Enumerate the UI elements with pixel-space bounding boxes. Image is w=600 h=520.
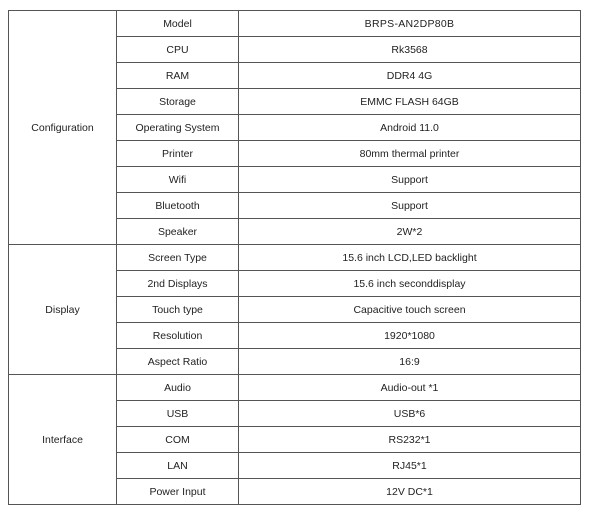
spec-label: Aspect Ratio (117, 349, 239, 375)
spec-value: Android 11.0 (239, 115, 581, 141)
spec-label: CPU (117, 37, 239, 63)
table-row (9, 375, 581, 401)
spec-value-model: BRPS-AN2DP80B (239, 11, 581, 37)
spec-label: Storage (117, 89, 239, 115)
group-configuration: Configuration (9, 11, 117, 245)
spec-label: Resolution (117, 323, 239, 349)
spec-value: Rk3568 (239, 37, 581, 63)
spec-value: RJ45*1 (239, 453, 581, 479)
spec-label: LAN (117, 453, 239, 479)
spec-value: 80mm thermal printer (239, 141, 581, 167)
spec-label: USB (117, 401, 239, 427)
spec-label: Operating System (117, 115, 239, 141)
spec-value: 16:9 (239, 349, 581, 375)
spec-label: Screen Type (117, 245, 239, 271)
spec-label: Wifi (117, 167, 239, 193)
spec-label: Printer (117, 141, 239, 167)
spec-label: Speaker (117, 219, 239, 245)
spec-value: 12V DC*1 (239, 479, 581, 505)
spec-value: Support (239, 167, 581, 193)
spec-value: Capacitive touch screen (239, 297, 581, 323)
spec-label: Power Input (117, 479, 239, 505)
spec-value: DDR4 4G (239, 63, 581, 89)
spec-value: 15.6 inch LCD,LED backlight (239, 245, 581, 271)
spec-value: 1920*1080 (239, 323, 581, 349)
spec-value: Support (239, 193, 581, 219)
table-row (9, 245, 581, 271)
spec-table (8, 10, 581, 505)
spec-label: COM (117, 427, 239, 453)
spec-value: RS232*1 (239, 427, 581, 453)
spec-label: Audio (117, 375, 239, 401)
spec-label: Model (117, 11, 239, 37)
spec-value: Audio-out *1 (239, 375, 581, 401)
spec-value: EMMC FLASH 64GB (239, 89, 581, 115)
group-interface: Interface (9, 375, 117, 505)
spec-value: 2W*2 (239, 219, 581, 245)
spec-value: USB*6 (239, 401, 581, 427)
spec-label: 2nd Displays (117, 271, 239, 297)
spec-label: RAM (117, 63, 239, 89)
spec-label: Bluetooth (117, 193, 239, 219)
table-row (9, 11, 581, 37)
spec-value: 15.6 inch seconddisplay (239, 271, 581, 297)
group-display: Display (9, 245, 117, 375)
spec-label: Touch type (117, 297, 239, 323)
